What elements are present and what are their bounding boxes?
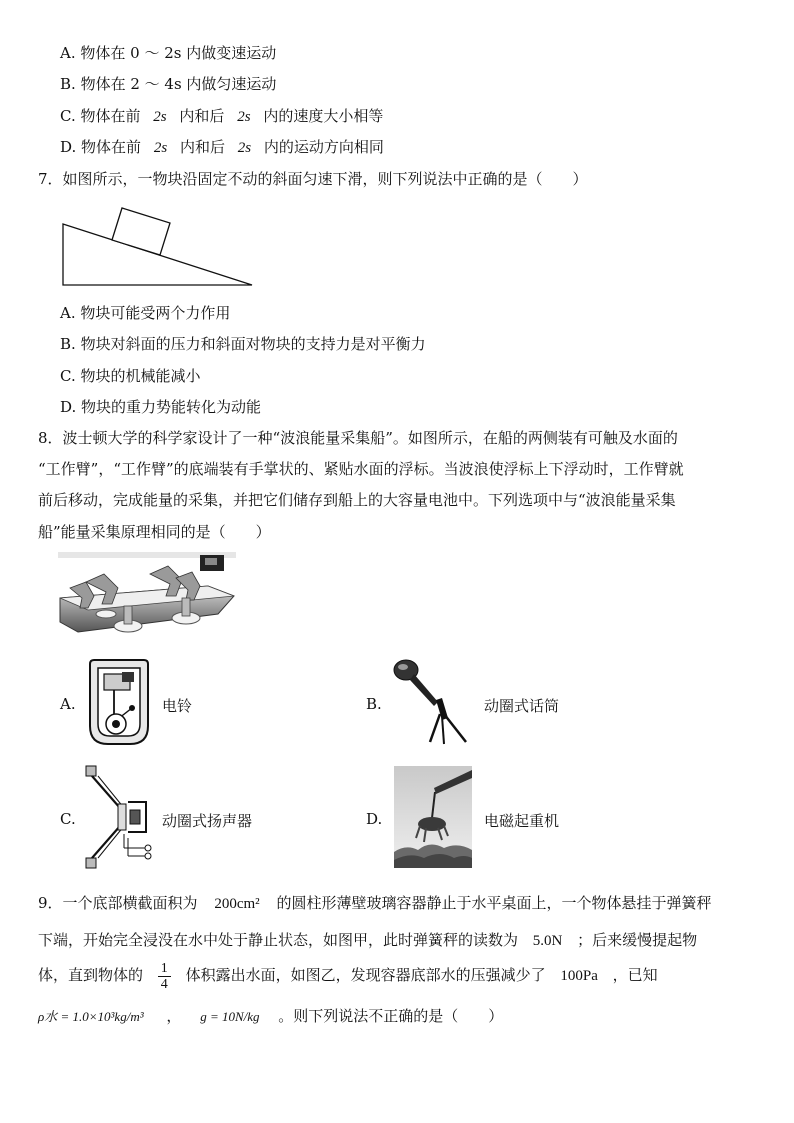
dynamic-microphone-icon [392,658,474,746]
q8-stem-line-2: “工作臂”，“工作臂”的底端装有手掌状的、紧贴水面的浮标。当波浪使浮标上下浮动时，工作臂就 [38,460,684,478]
q9-line-1: 9．一个底部横截面积为 200cm² 的圆柱形薄壁玻璃容器静止于水平桌面上，一个物体悬挂于弹簧秤 [38,894,712,912]
q7-option-a: A. 物块可能受两个力作用 [60,304,231,322]
q7-stem: 7．如图所示，一物块沿固定不动的斜面匀速下滑，则下列说法中正确的是（ ） [38,170,588,188]
q8-stem-line-4: 船”能量采集原理相同的是（ ） [38,523,271,541]
q7-option-d: D. 物块的重力势能转化为动能 [60,398,262,416]
sliding-block [112,208,170,255]
q8-stem-line-3: 前后移动，完成能量的采集，并把它们储存到船上的大容量电池中。下列选项中与“波浪能量采集 [38,491,676,509]
q8-option-c-letter: C. [60,810,76,828]
incline-block-figure [60,202,256,288]
electromagnetic-crane-image [394,766,472,868]
q8-option-a-letter: A. [60,695,76,713]
q8-option-b-letter: B. [366,695,382,713]
q7-option-c: C. 物块的机械能减小 [60,367,201,385]
q6-option-b: B. 物体在 2 ～ 4s 内做匀速运动 [60,75,277,93]
q6-option-a: A. 物体在 0 ～ 2s 内做变速运动 [60,44,277,62]
dynamic-loudspeaker-icon [84,764,154,872]
q9-line-2: 下端，开始完全浸没在水中处于静止状态，如图甲，此时弹簧秤的读数为 5.0N ；后来缓慢提起物 [38,931,698,949]
q8-option-d-label: 电磁起重机 [484,812,560,830]
q9-line-4: ρ水 = 1.0×10³kg/m³ ， g = 10N/kg 。则下列说法不正确的是（ ） [38,1007,504,1025]
q6-option-d: D. 物体在前 2s 内和后 2s 内的运动方向相同 [60,138,384,156]
quarter-fraction: $\frac{1}{4}$ [158,961,171,992]
q9-line-3: 体，直到物体的 $\frac{1}{4}$ 体积露出水面，如图乙，发现容器底部水的压强减少了 100Pa ，已知 [38,960,658,992]
q8-option-a-label: 电铃 [162,697,193,715]
electric-bell-icon [88,656,150,748]
q8-option-b-label: 动圈式话筒 [484,697,560,715]
q8-option-d-letter: D. [366,810,383,828]
q6-option-c: C. 物体在前 2s 内和后 2s 内的速度大小相等 [60,107,384,125]
q8-stem-line-1: 8．波士顿大学的科学家设计了一种“波浪能量采集船”。如图所示，在船的两侧装有可触及水面的 [38,429,678,447]
wave-energy-ship-image [58,552,236,642]
q8-option-c-label: 动圈式扬声器 [162,812,253,830]
q7-option-b: B. 物块对斜面的压力和斜面对物块的支持力是对平衡力 [60,335,426,353]
